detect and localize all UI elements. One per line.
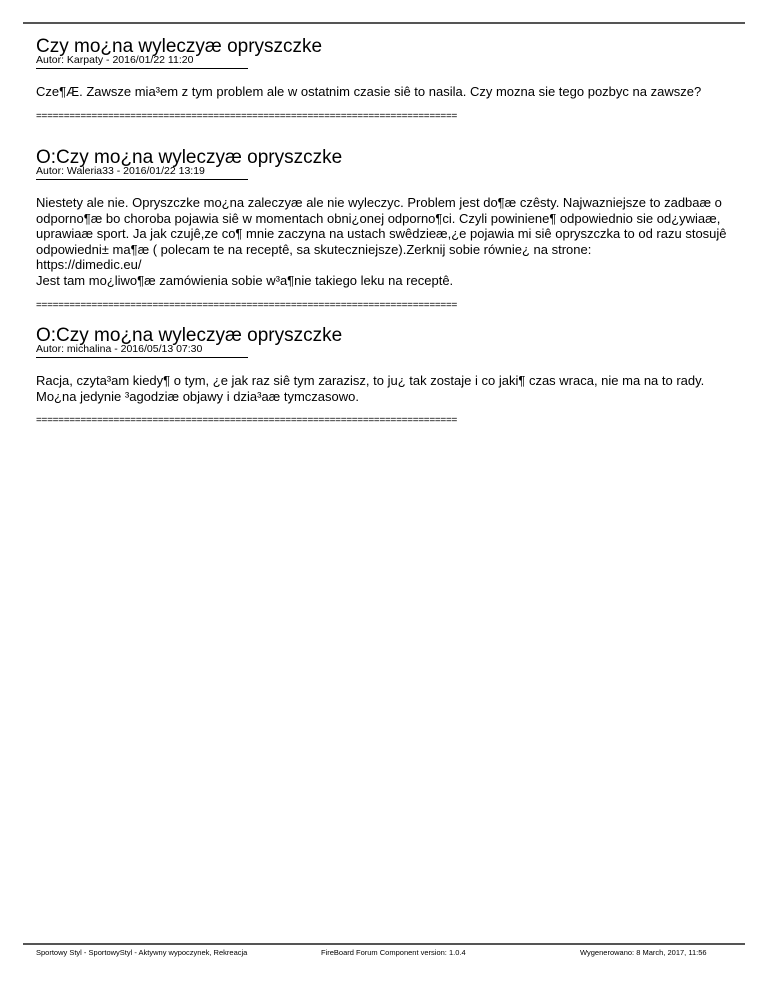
post-title: Czy mo¿na wyleczyæ opryszczke xyxy=(36,36,323,57)
meta-divider xyxy=(36,68,248,69)
post-title: O:Czy mo¿na wyleczyæ opryszczke xyxy=(36,147,343,168)
forum-post xyxy=(36,326,736,427)
footer-generated-date: Wygenerowano: 8 March, 2017, 11:56 xyxy=(580,948,707,957)
post-paragraph: Niestety ale nie. Opryszczke mo¿na zaleczyæ ale nie wyleczyc. Problem jest do¶æ czêsty. Najwazniejsze to zadbaæ o odporno¶æ bo choroba pojawia siê w momentach obni¿onej odporno¶ci. Czyli powiniene¶ odpowiednio sie od¿ywiaæ, uprawiaæ sport. Ja jak czujê,ze co¶ mnie zaczyna na ustach swêdzieæ,¿e pojawia mi siê opryszczka to od razu stosujê odpowiedni± ma¶æ ( polecam te na receptê, sa skuteczniejsze).Zerknij sobie równie¿ na strone: xyxy=(36,195,727,257)
footer-site-name: Sportowy Styl - SportowyStyl - Aktywny wypoczynek, Rekreacja xyxy=(36,948,248,957)
post-body xyxy=(36,373,736,404)
post-separator: ============================================================================ xyxy=(36,110,458,122)
post-author-meta: Autor: Waleria33 - 2016/01/22 13:19 xyxy=(36,165,205,177)
meta-divider xyxy=(36,179,248,180)
footer-component-version: FireBoard Forum Component version: 1.0.4 xyxy=(321,948,466,957)
post-paragraph: Racja, czyta³am kiedy¶ o tym, ¿e jak raz siê tym zarazisz, to ju¿ tak zostaje i co jaki¶ czas wraca, nie ma na to rady. Mo¿na jedynie ³agodziæ objawy i dzia³aæ tymczasowo. xyxy=(36,373,705,404)
post-paragraph: Jest tam mo¿liwo¶æ zamówienia sobie w³a¶nie takiego leku na receptê. xyxy=(36,272,454,288)
post-paragraph: Cze¶Æ. Zawsze mia³em z tym problem ale w ostatnim czasie siê to nasila. Czy mozna sie tego pozbyc na zawsze? xyxy=(36,84,702,99)
post-body xyxy=(36,84,736,100)
meta-divider xyxy=(36,357,248,358)
post-body xyxy=(36,195,736,289)
forum-post xyxy=(36,37,736,123)
post-separator: ============================================================================ xyxy=(36,415,458,427)
post-title: O:Czy mo¿na wyleczyæ opryszczke xyxy=(36,325,343,346)
post-link[interactable]: https://dimedic.eu/ xyxy=(36,257,142,273)
post-author-meta: Autor: Karpaty - 2016/01/22 11:20 xyxy=(36,54,194,66)
post-separator: ============================================================================ xyxy=(36,299,458,311)
post-author-meta: Autor: michalina - 2016/05/13 07:30 xyxy=(36,343,203,355)
forum-post xyxy=(36,148,736,312)
bottom-divider xyxy=(23,943,745,945)
top-divider xyxy=(23,22,745,24)
